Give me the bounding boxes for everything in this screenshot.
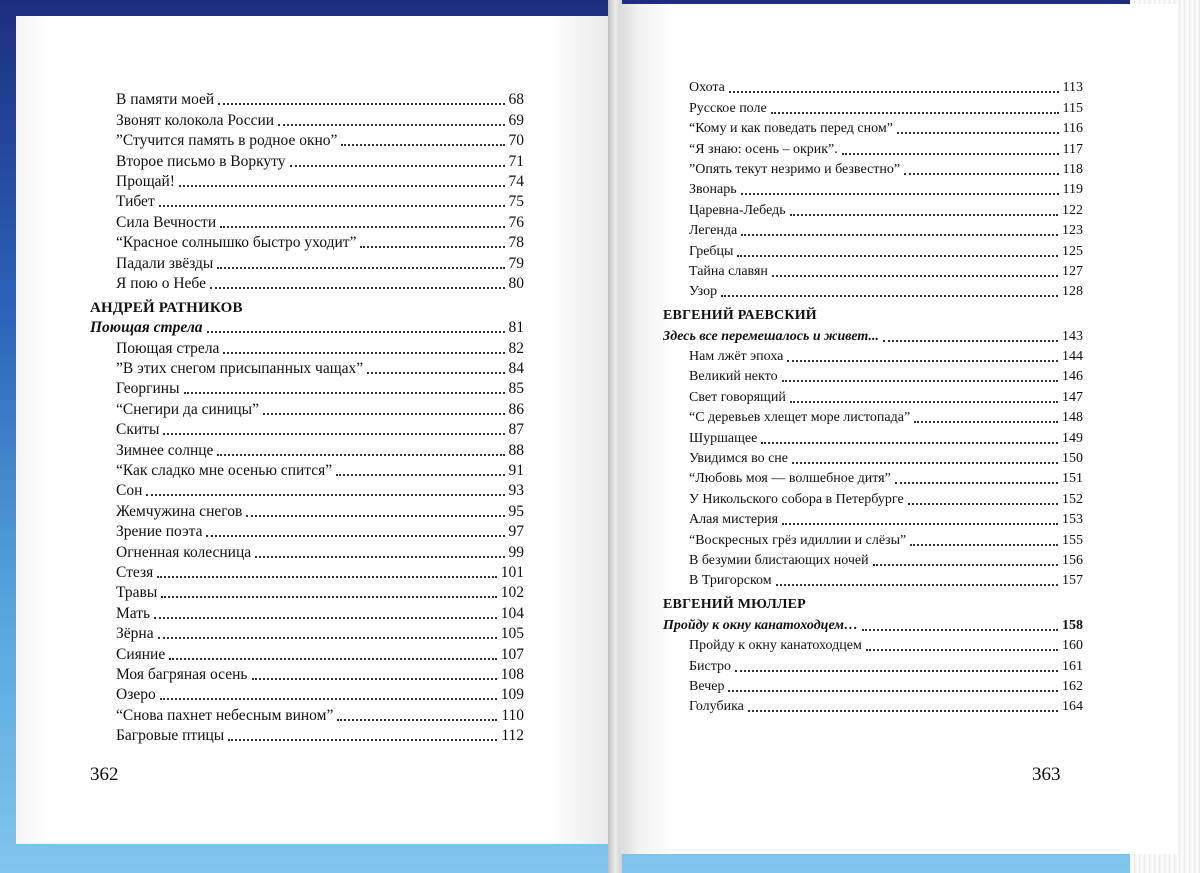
toc-title: Пройду к окну канатоходцем <box>689 638 862 654</box>
toc-page-number: 115 <box>1062 100 1083 116</box>
toc-entry <box>663 489 1083 509</box>
toc-title: “Любовь моя — волшебное дитя” <box>689 471 891 487</box>
dot-leader <box>910 544 1058 546</box>
toc-entry <box>90 212 524 232</box>
dot-leader <box>904 173 1058 175</box>
toc-entry <box>90 665 524 685</box>
toc-entry <box>663 551 1083 571</box>
author-heading <box>663 302 1083 326</box>
toc-page-number: 85 <box>508 380 524 398</box>
toc-title: Тибет <box>116 193 155 211</box>
dot-leader <box>246 515 504 517</box>
toc-entry <box>663 200 1083 220</box>
toc-title: В памяти моей <box>116 91 215 109</box>
toc-title: Великий некто <box>689 369 778 385</box>
toc-entry <box>663 347 1083 367</box>
toc-title: Узор <box>689 284 718 300</box>
toc-page-number: 76 <box>508 213 524 231</box>
toc-title: Жемчужина снегов <box>116 502 243 520</box>
toc-title: ”В этих снегом присыпанных чащах” <box>116 360 364 378</box>
toc-entry <box>663 160 1083 180</box>
dot-leader <box>771 112 1059 114</box>
toc-page-number: 123 <box>1062 223 1083 239</box>
toc-entry <box>90 151 524 171</box>
dot-leader <box>782 380 1058 382</box>
toc-page-number: 80 <box>508 274 524 292</box>
toc-page-number: 147 <box>1062 389 1083 405</box>
dot-leader <box>184 392 505 394</box>
toc-title: Травы <box>116 584 158 602</box>
toc-entry <box>663 510 1083 530</box>
toc-entry <box>90 90 524 110</box>
toc-entry <box>663 387 1083 407</box>
dot-leader <box>729 91 1059 93</box>
toc-section <box>663 615 1083 635</box>
dot-leader <box>862 629 1058 631</box>
toc-page-number: 82 <box>508 339 524 357</box>
dot-leader <box>207 331 505 333</box>
toc-page-number: 153 <box>1062 512 1083 528</box>
toc-title: Звонят колокола России <box>116 111 275 129</box>
toc-title: ЕВГЕНИЙ МЮЛЛЕР <box>663 597 806 613</box>
toc-page-number: 150 <box>1062 451 1083 467</box>
toc-page-number: 149 <box>1062 430 1083 446</box>
toc-entry <box>90 379 524 399</box>
toc-title: Вечер <box>689 678 725 694</box>
toc-entry <box>663 282 1083 302</box>
dot-leader <box>741 234 1058 236</box>
toc-entry <box>90 172 524 192</box>
toc-entry <box>90 399 524 419</box>
toc-page-number: 86 <box>508 400 524 418</box>
toc-entry <box>663 408 1083 428</box>
toc-entry <box>90 705 524 725</box>
toc-title: У Никольского собора в Петербурге <box>689 491 904 507</box>
toc-entry <box>663 449 1083 469</box>
toc-page-number: 70 <box>508 132 524 150</box>
toc-entry <box>90 563 524 583</box>
toc-page-number: 148 <box>1062 410 1083 426</box>
author-heading <box>90 294 524 318</box>
toc-title: В безумии блистающих ночей <box>689 552 869 568</box>
dot-leader <box>883 340 1058 342</box>
toc-page-number: 84 <box>508 360 524 378</box>
toc-page-number: 71 <box>508 152 524 170</box>
toc-entry <box>663 98 1083 118</box>
toc-page-number: 109 <box>500 686 524 704</box>
toc-entry <box>663 78 1083 98</box>
toc-page-number: 162 <box>1062 678 1083 694</box>
toc-page-number: 95 <box>508 502 524 520</box>
toc-page-number: 104 <box>500 604 524 622</box>
dot-leader <box>776 584 1058 586</box>
dot-leader <box>721 295 1058 297</box>
dot-leader <box>735 670 1058 672</box>
toc-title: Я пою о Небе <box>116 274 206 292</box>
dot-leader <box>158 637 497 639</box>
dot-leader <box>278 124 504 126</box>
toc-page-number: 143 <box>1062 328 1083 344</box>
toc-title: ”Опять текут незримо и безвестно” <box>689 161 901 177</box>
toc-title: “С деревьев хлещет море листопада” <box>689 410 911 426</box>
dot-leader <box>252 678 497 680</box>
toc-entry <box>90 359 524 379</box>
toc-entry <box>663 119 1083 139</box>
toc-title: “Кому и как поведать перед сном” <box>689 121 893 137</box>
toc-page-number: 146 <box>1062 369 1083 385</box>
toc-entry <box>90 685 524 705</box>
toc-page-number: 75 <box>508 193 524 211</box>
dot-leader <box>290 165 505 167</box>
dot-leader <box>792 462 1058 464</box>
left-page <box>16 16 610 844</box>
toc-title: ”Стучится память в родное окно” <box>116 132 338 150</box>
dot-leader <box>866 649 1058 651</box>
dot-leader <box>790 214 1058 216</box>
toc-title: Здесь все перемешалось и живет... <box>663 328 879 344</box>
toc-page-number: 110 <box>501 706 524 724</box>
toc-page-number: 93 <box>508 482 524 500</box>
dot-leader <box>337 719 497 721</box>
dot-leader <box>772 275 1058 277</box>
toc-page-number: 119 <box>1062 182 1083 198</box>
toc-title: Легенда <box>689 223 738 239</box>
dot-leader <box>179 185 505 187</box>
toc-page-number: 155 <box>1062 532 1083 548</box>
dot-leader <box>161 596 497 598</box>
toc-title: Нам лжёт эпоха <box>689 349 784 365</box>
toc-page-number: 113 <box>1062 80 1083 96</box>
left-table-of-contents <box>90 90 524 746</box>
toc-title: Гребцы <box>689 243 734 259</box>
toc-page-number: 117 <box>1062 141 1083 157</box>
dot-leader <box>223 352 504 354</box>
toc-entry <box>90 274 524 294</box>
toc-title: Шуршащее <box>689 430 758 446</box>
toc-title: Охота <box>689 80 725 96</box>
right-page-number: 363 <box>1032 764 1061 785</box>
toc-entry <box>663 221 1083 241</box>
toc-title: “Снова пахнет небесным вином” <box>116 706 334 724</box>
toc-title: Увидимся во сне <box>689 451 788 467</box>
toc-page-number: 116 <box>1062 121 1083 137</box>
dot-leader <box>217 454 504 456</box>
toc-title: Георгины <box>116 380 180 398</box>
dot-leader <box>895 482 1058 484</box>
dot-leader <box>157 576 497 578</box>
dot-leader <box>737 255 1058 257</box>
toc-page-number: 102 <box>500 584 524 602</box>
toc-page-number: 158 <box>1062 617 1083 633</box>
dot-leader <box>160 698 497 700</box>
toc-title: Звонарь <box>689 182 737 198</box>
toc-title: Моя багряная осень <box>116 665 248 683</box>
toc-page-number: 164 <box>1062 699 1083 715</box>
toc-entry <box>90 583 524 603</box>
toc-title: АНДРЕЙ РАТНИКОВ <box>90 299 243 316</box>
dot-leader <box>228 739 497 741</box>
toc-page-number: 68 <box>508 91 524 109</box>
toc-title: ЕВГЕНИЙ РАЕВСКИЙ <box>663 308 817 324</box>
toc-title: Голубика <box>689 699 744 715</box>
toc-title: Пройду к окну канатоходцем… <box>663 617 858 633</box>
toc-section <box>663 326 1083 346</box>
toc-title: “Воскресных грёз идиллии и слёзы” <box>689 532 907 548</box>
left-page-number: 362 <box>90 764 119 785</box>
toc-title: Багровые птицы <box>116 727 225 745</box>
toc-page-number: 79 <box>508 254 524 272</box>
toc-page-number: 125 <box>1062 243 1083 259</box>
toc-page-number: 87 <box>508 421 524 439</box>
dot-leader <box>217 267 504 269</box>
toc-page-number: 127 <box>1062 263 1083 279</box>
toc-title: Огненная колесница <box>116 543 252 561</box>
dot-leader <box>761 442 1058 444</box>
toc-entry <box>663 139 1083 159</box>
dot-leader <box>206 535 504 537</box>
toc-entry <box>90 624 524 644</box>
toc-entry <box>90 233 524 253</box>
toc-title: “Красное солнышко быстро уходит” <box>116 234 357 252</box>
toc-page-number: 107 <box>500 645 524 663</box>
dot-leader <box>360 246 504 248</box>
toc-title: Зимнее солнце <box>116 441 214 459</box>
toc-entry <box>663 469 1083 489</box>
toc-page-number: 99 <box>508 543 524 561</box>
toc-entry <box>90 522 524 542</box>
toc-title: Стезя <box>116 563 154 581</box>
dot-leader <box>146 494 504 496</box>
toc-title: Бистро <box>689 658 732 674</box>
dot-leader <box>908 503 1058 505</box>
toc-title: Озеро <box>116 686 156 704</box>
toc-entry <box>90 481 524 501</box>
dot-leader <box>154 617 497 619</box>
toc-page-number: 88 <box>508 441 524 459</box>
toc-entry <box>90 440 524 460</box>
toc-entry <box>90 461 524 481</box>
toc-page-number: 128 <box>1062 284 1083 300</box>
toc-title: Поющая стрела <box>90 319 203 337</box>
toc-entry <box>663 428 1083 448</box>
toc-page-number: 91 <box>508 462 524 480</box>
dot-leader <box>790 401 1058 403</box>
toc-title: Сон <box>116 482 143 500</box>
toc-page-number: 144 <box>1062 349 1083 365</box>
toc-entry <box>90 501 524 521</box>
dot-leader <box>159 205 505 207</box>
toc-title: Сияние <box>116 645 166 663</box>
toc-entry <box>90 253 524 273</box>
toc-entry <box>90 603 524 623</box>
dot-leader <box>210 287 505 289</box>
toc-title: Зёрна <box>116 625 154 643</box>
dot-leader <box>218 103 504 105</box>
toc-page-number: 152 <box>1062 491 1083 507</box>
toc-entry <box>663 677 1083 697</box>
toc-entry <box>663 697 1083 717</box>
toc-entry <box>663 571 1083 591</box>
dot-leader <box>341 144 504 146</box>
toc-title: В Тригорском <box>689 573 772 589</box>
dot-leader <box>787 360 1058 362</box>
author-heading <box>663 591 1083 615</box>
toc-page-number: 101 <box>500 563 524 581</box>
toc-page-number: 122 <box>1062 202 1083 218</box>
dot-leader <box>782 523 1058 525</box>
toc-page-number: 108 <box>500 665 524 683</box>
toc-title: Алая мистерия <box>689 512 779 528</box>
toc-title: Мать <box>116 604 151 622</box>
toc-page-number: 78 <box>508 234 524 252</box>
toc-entry <box>90 542 524 562</box>
toc-entry <box>90 338 524 358</box>
dot-leader <box>169 658 497 660</box>
toc-title: Поющая стрела <box>116 339 220 357</box>
toc-entry <box>663 262 1083 282</box>
toc-page-number: 97 <box>508 523 524 541</box>
dot-leader <box>163 433 504 435</box>
dot-leader <box>263 413 505 415</box>
dot-leader <box>873 564 1058 566</box>
toc-entry <box>90 192 524 212</box>
dot-leader <box>897 132 1059 134</box>
toc-entry <box>663 241 1083 261</box>
toc-title: Свет говорящий <box>689 389 786 405</box>
toc-entry <box>663 530 1083 550</box>
toc-entry <box>90 131 524 151</box>
toc-title: Русское поле <box>689 100 767 116</box>
toc-title: Царевна-Лебедь <box>689 202 786 218</box>
toc-title: “Снегири да синицы” <box>116 400 259 418</box>
toc-title: Падали звёзды <box>116 254 214 272</box>
dot-leader <box>842 153 1059 155</box>
toc-title: Второе письмо в Воркуту <box>116 152 286 170</box>
toc-entry <box>663 180 1083 200</box>
dot-leader <box>914 421 1058 423</box>
toc-page-number: 161 <box>1062 658 1083 674</box>
dot-leader <box>748 710 1058 712</box>
toc-page-number: 112 <box>501 727 524 745</box>
toc-entry <box>90 110 524 130</box>
toc-page-number: 156 <box>1062 552 1083 568</box>
dot-leader <box>728 690 1058 692</box>
toc-entry <box>90 644 524 664</box>
dot-leader <box>220 226 504 228</box>
toc-entry <box>663 656 1083 676</box>
toc-entry <box>90 420 524 440</box>
toc-title: Зрение поэта <box>116 523 203 541</box>
right-table-of-contents <box>663 78 1083 717</box>
toc-page-number: 118 <box>1062 161 1083 177</box>
toc-section <box>90 318 524 338</box>
toc-title: Прощай! <box>116 172 175 190</box>
toc-entry <box>663 367 1083 387</box>
dot-leader <box>741 193 1059 195</box>
toc-page-number: 74 <box>508 172 524 190</box>
toc-page-number: 160 <box>1062 638 1083 654</box>
dot-leader <box>255 556 504 558</box>
toc-title: “Я знаю: осень – окрик”. <box>689 141 838 157</box>
toc-page-number: 157 <box>1062 573 1083 589</box>
toc-page-number: 69 <box>508 111 524 129</box>
toc-title: Сила Вечности <box>116 213 217 231</box>
toc-page-number: 81 <box>508 319 524 337</box>
right-page <box>618 4 1178 854</box>
toc-title: Тайна славян <box>689 263 768 279</box>
toc-page-number: 105 <box>500 625 524 643</box>
toc-entry <box>90 726 524 746</box>
toc-entry <box>663 636 1083 656</box>
dot-leader <box>336 474 504 476</box>
toc-title: Скиты <box>116 421 160 439</box>
dot-leader <box>367 372 504 374</box>
toc-page-number: 151 <box>1062 471 1083 487</box>
toc-title: “Как сладко мне осенью спится” <box>116 462 333 480</box>
